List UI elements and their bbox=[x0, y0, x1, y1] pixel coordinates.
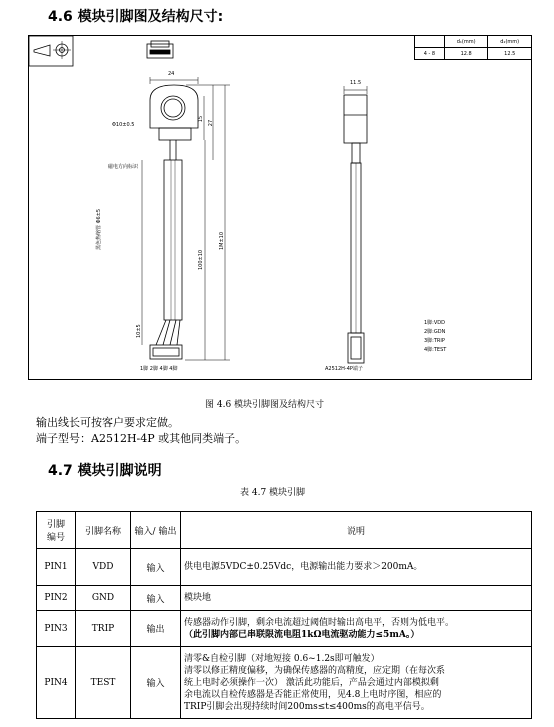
connector-label: A2512H-4P端子 bbox=[325, 366, 363, 372]
desc-line: 供电电源5VDC±0.25Vdc，电源输出能力要求＞200mA。 bbox=[184, 562, 423, 572]
dim-table-model: 4 - 8 bbox=[415, 48, 445, 60]
heat-shrink-tube bbox=[164, 160, 182, 320]
heat-shrink-label: 黑色热缩管 Φ6±5 bbox=[96, 208, 102, 250]
pin-order-label: 1脚 2脚 4脚 4脚 bbox=[140, 366, 178, 372]
pin-number: PIN3 bbox=[37, 611, 76, 647]
pin-description bbox=[181, 647, 532, 719]
desc-line: 传感器动作引脚，剩余电流超过阈值时输出高电平，否则为低电平。 bbox=[184, 617, 455, 628]
header-description: 说明 bbox=[181, 512, 532, 549]
dim-15-label: 15 bbox=[198, 115, 205, 123]
legend-vdd: 1脚:VDD bbox=[424, 320, 445, 326]
dim-11-5-label: 11.5 bbox=[350, 80, 362, 86]
pin-description bbox=[181, 586, 532, 611]
section-4-6-title: 4.6 模块引脚图及结构尺寸: bbox=[48, 9, 224, 25]
dim-table-d2: 12.5 bbox=[488, 48, 532, 60]
length-total-label: 1M±10 bbox=[219, 231, 225, 250]
dim-table-d1: 12.8 bbox=[444, 48, 488, 60]
legend-test: 4脚:TEST bbox=[424, 347, 447, 353]
legend-trip: 3脚:TRIP bbox=[424, 338, 445, 344]
phase-mark-label: 磁电方向标识 bbox=[108, 164, 139, 170]
section-4-7-title: 4.7 模块引脚说明 bbox=[48, 463, 162, 479]
table-row bbox=[37, 549, 532, 586]
pin-name: TEST bbox=[76, 647, 131, 719]
note-line-1: 输出线长可按客户要求定做。 bbox=[36, 416, 179, 429]
header-pin-number: 引脚 编号 bbox=[37, 512, 76, 549]
hole-diameter-label: Φ10±0.5 bbox=[112, 122, 135, 128]
dim-10-label: 10±5 bbox=[136, 324, 142, 338]
pin-number: PIN1 bbox=[37, 549, 76, 586]
desc-line: 模块地 bbox=[184, 593, 212, 603]
desc-line: 余电流以自检传感器是否能正常使用，见4.8上电时序图，相应的 bbox=[184, 689, 442, 700]
length-100-label: 100±10 bbox=[198, 249, 204, 270]
legend-gnd: 2脚:GDN bbox=[424, 329, 446, 335]
desc-line: 清零&自检引脚（对地短接 0.6~1.2s即可触发） bbox=[184, 653, 380, 664]
desc-line: 统上电时必须操作一次） 激活此功能后，产品会通过内部模拟剩 bbox=[184, 677, 439, 688]
table-row bbox=[37, 611, 532, 647]
pin-table-header-row bbox=[37, 512, 532, 549]
sensor-head-side bbox=[344, 95, 367, 143]
pin-description bbox=[181, 549, 532, 586]
desc-line: 清零以修正精度偏移，为确保传感器的高精度，应定期（在每次系 bbox=[184, 665, 446, 676]
connector-side bbox=[348, 333, 364, 363]
pin-number: PIN2 bbox=[37, 586, 76, 611]
desc-line: （此引脚内部已串联限流电阻1kΩ电流驱动能力≤5mA。） bbox=[184, 629, 420, 640]
pin-name: GND bbox=[76, 586, 131, 611]
pin-io: 输入 bbox=[131, 549, 181, 586]
pin-table bbox=[36, 511, 532, 719]
projection-symbol bbox=[29, 36, 73, 66]
sensor-head-front bbox=[150, 85, 198, 128]
pin-number: PIN4 bbox=[37, 647, 76, 719]
pin-io: 输入 bbox=[131, 647, 181, 719]
dim-table-header-d1: d₁(mm) bbox=[444, 36, 488, 48]
table-caption: 表 4.7 模块引脚 bbox=[240, 488, 306, 498]
pin-description bbox=[181, 611, 532, 647]
pin-name: TRIP bbox=[76, 611, 131, 647]
pin-name: VDD bbox=[76, 549, 131, 586]
desc-line: TRIP引脚会出现持续时间200ms≤t≤400ms的高电平信号。 bbox=[184, 701, 430, 712]
pin-io: 输入 bbox=[131, 586, 181, 611]
header-io: 输入/ 输出 bbox=[131, 512, 181, 549]
connector-front bbox=[150, 345, 182, 359]
table-row bbox=[37, 586, 532, 611]
dim-24-label: 24 bbox=[168, 71, 175, 77]
dim-table-header-d2: d₂(mm) bbox=[488, 36, 532, 48]
pin-io: 输出 bbox=[131, 611, 181, 647]
note-line-2: 端子型号：A2512H-4P 或其他同类端子。 bbox=[36, 432, 247, 445]
dim-27-label: 27 bbox=[208, 119, 215, 127]
header-pin-name: 引脚名称 bbox=[76, 512, 131, 549]
figure-caption: 图 4.6 模块引脚图及结构尺寸 bbox=[205, 400, 325, 410]
table-row bbox=[37, 647, 532, 719]
